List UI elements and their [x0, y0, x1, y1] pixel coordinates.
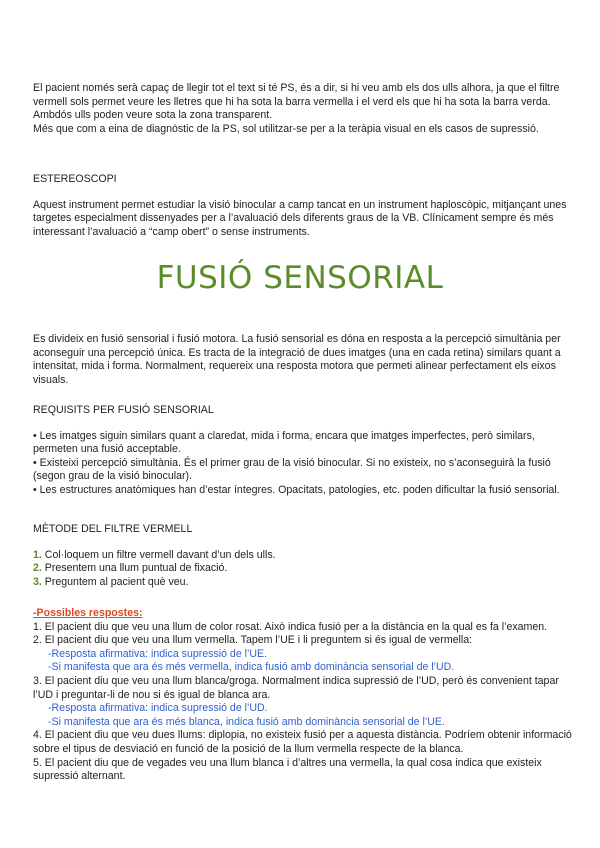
resposta-5: 5. El pacient diu que de vegades veu una llum blanca i d’altres una vermella, la qual cosa indica que existeix supressió alternant.: [33, 756, 542, 783]
step-number-2: 2.: [33, 562, 42, 575]
respostes-heading: -Possibles respostes:: [33, 607, 143, 619]
resposta-1: 1. El pacient diu que veu una llum de color rosat. Això indica fusió per a la distància en la qual es fa l’examen.: [33, 620, 548, 633]
resposta-3: 3. El pacient diu que veu una llum blanca/groga. Normalment indica supressió de l’UD, però és convenient tapar l’UD i preguntar-li de nou si és igual de blanca ara.: [33, 674, 559, 701]
resposta-2a: -Resposta afirmativa: indica supressió de l’UE.: [48, 647, 268, 660]
metode-step-1: [33, 549, 573, 563]
metode-heading: MÈTODE DEL FILTRE VERMELL: [33, 523, 193, 535]
intro-paragraph-1: El pacient només serà capaç de llegir tot el text si té PS, és a dir, si hi veu amb els dos ulls alhora, ja que el filtre vermell sols permet veure les lletres que hi ha sota la barra vermella i el verd els que hi ha sota la barra verda. Ambdós ulls poden veure sota la zona transparent.: [33, 82, 560, 122]
respostes-section: [33, 607, 573, 784]
metode-section: [33, 523, 573, 589]
fusio-intro-section: [33, 333, 573, 387]
requisits-heading: REQUISITS PER FUSIÓ SENSORIAL: [33, 404, 214, 416]
step-text-1: Col·loquem un filtre vermell davant d’un dels ulls.: [41, 548, 276, 561]
page-title: FUSIÓ SENSORIAL: [156, 260, 444, 296]
estereoscopi-body: Aquest instrument permet estudiar la visió binocular a camp tancat en un instrument haploscòpic, mitjançant unes targetes especialment dissenyades per a l’avaluació dels diferents graus de la VB. Clínicament sempre és més interessant l’avaluació a “camp obert” o sense instruments.: [33, 198, 567, 238]
intro-paragraph-2: Més que com a eina de diagnòstic de la PS, sol utilitzar-se per a la teràpia visual en els casos de supressió.: [33, 122, 539, 135]
estereoscopi-heading: ESTEREOSCOPI: [33, 173, 117, 185]
requisits-item-2: • Existeixi percepció simultània. És el primer grau de la visió binocular. Si no existeix, no s’aconseguirà la fusió (segon grau de la visió binocular).: [33, 456, 551, 483]
resposta-2b: -Si manifesta que ara és més vermella, indica fusió amb dominància sensorial de l’UD.: [48, 661, 455, 674]
step-text-2: Presentem una llum puntual de fixació.: [41, 562, 228, 575]
resposta-2: 2. El pacient diu que veu una llum vermella. Tapem l’UE i li preguntem si és igual de vermella:: [33, 634, 473, 647]
resposta-4: 4. El pacient diu que veu dues llums: diplopia, no existeix fusió per a aquesta distància. Podríem obtenir informació sobre el tipus de desviació en funció de la posició de la llum vermella respecte de la blanca.: [33, 729, 572, 755]
step-number-3: 3.: [33, 575, 42, 588]
requisits-item-1: • Les imatges siguin similars quant a claredat, mida i forma, encara que imatges imperfectes, però similars, permeten una fusió acceptable.: [33, 429, 535, 456]
metode-step-3: [33, 576, 573, 590]
fusio-intro-paragraph: Es divideix en fusió sensorial i fusió motora. La fusió sensorial es dóna en resposta a la percepció simultània per aconseguir una percepció única. Es tracta de la integració de dues imatges (una en cada retina) similars quant a intensitat, mida i forma. Normalment, requereix una resposta motora que permeti alinear perfectament els eixos visuals.: [33, 333, 561, 386]
intro-section: [33, 82, 573, 136]
requisits-item-3: • Les estructures anatòmiques han d’estar íntegres. Opacitats, patologies, etc. poden dificultar la fusió sensorial.: [33, 483, 560, 496]
requisits-section: [33, 404, 573, 498]
metode-step-2: [33, 562, 573, 576]
resposta-3b: -Si manifesta que ara és més blanca, indica fusió amb dominància sensorial de l’UE.: [48, 715, 445, 728]
step-text-3: Preguntem al pacient què veu.: [41, 575, 189, 588]
resposta-3a: -Resposta afirmativa: indica supressió de l’UD.: [48, 702, 268, 715]
step-number-1: 1.: [33, 548, 42, 561]
estereoscopi-section: [33, 173, 573, 239]
